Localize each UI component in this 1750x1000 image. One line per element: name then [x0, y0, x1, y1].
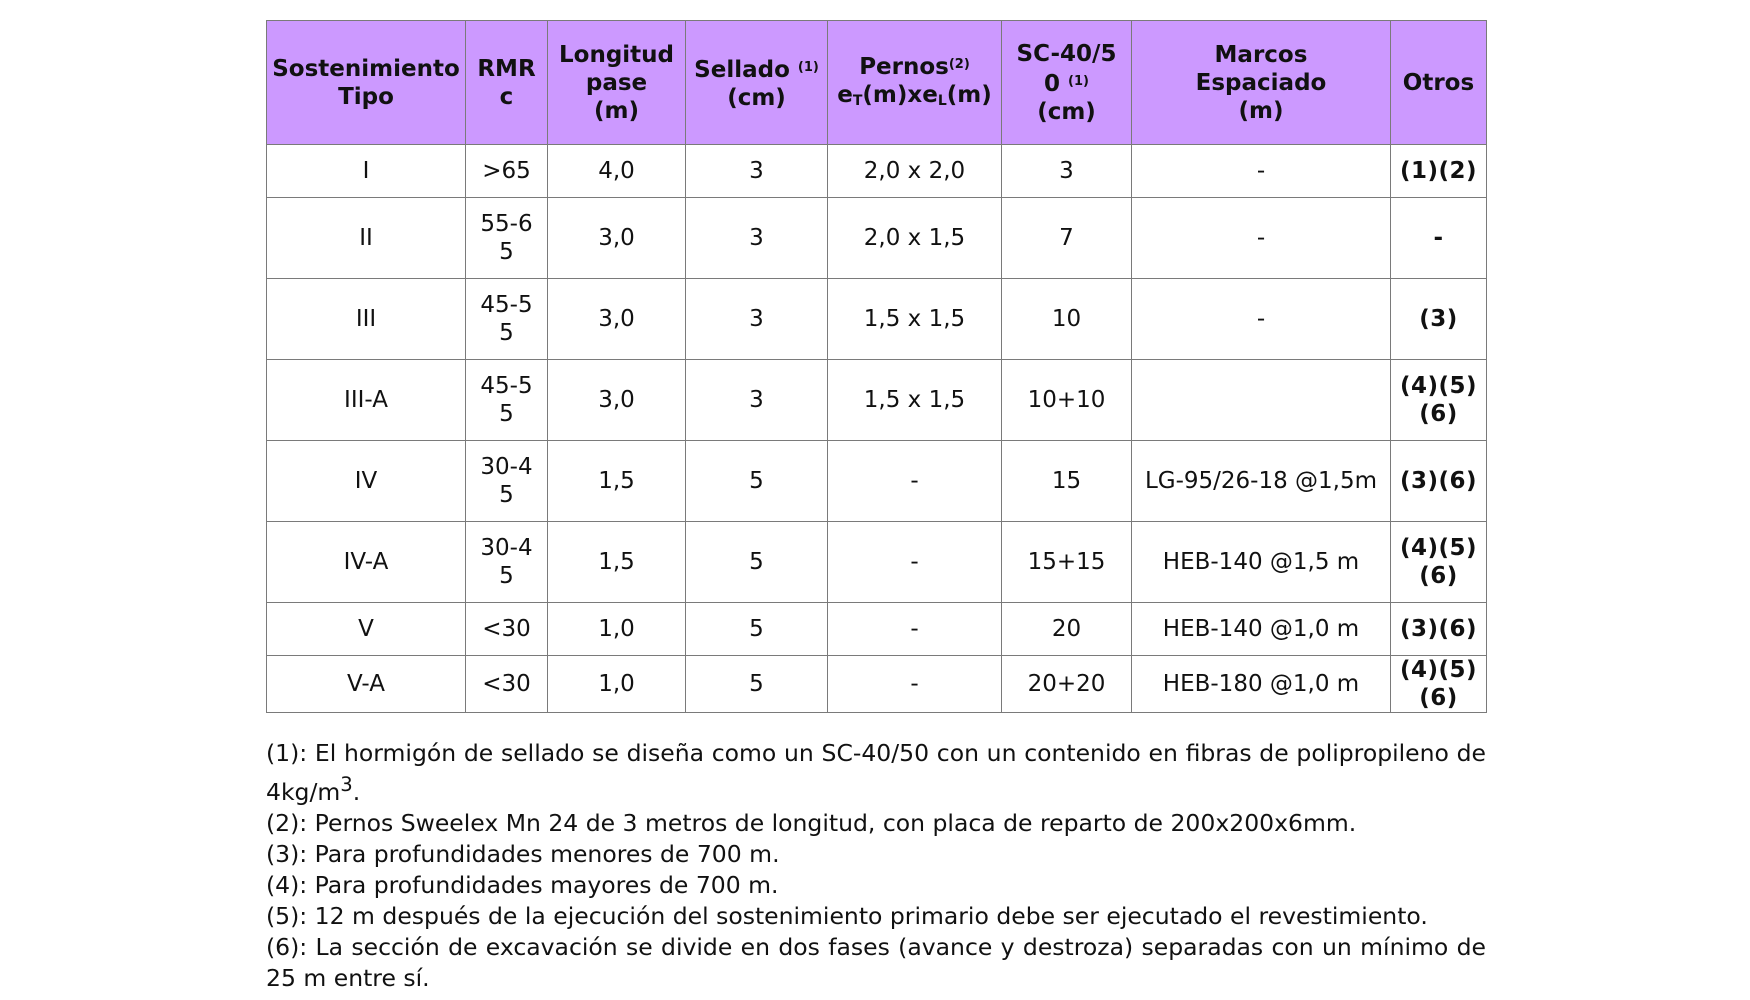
- footnote-5: (5): 12 m después de la ejecución del sostenimiento primario debe ser ejecutado el revestimiento.: [266, 901, 1428, 930]
- cell-longitud: 3,0: [548, 360, 686, 441]
- cell-rmr: 30-4 5: [466, 441, 548, 522]
- cell-sellado: 3: [686, 198, 828, 279]
- cell-sc: 7: [1002, 198, 1132, 279]
- cell-tipo: III: [267, 279, 466, 360]
- cell-sc: 3: [1002, 145, 1132, 198]
- cell-pernos: -: [828, 441, 1002, 522]
- header-sc: SC-40/5 0 $^{(1)}$ (cm): [1002, 21, 1132, 145]
- footnote-2: (2): Pernos Sweelex Mn 24 de 3 metros de longitud, con placa de reparto de 200x200x6mm.: [266, 808, 1357, 837]
- footnote-4: (4): Para profundidades mayores de 700 m.: [266, 870, 779, 899]
- cell-tipo: IV-A: [267, 522, 466, 603]
- table-row: [267, 360, 1487, 441]
- cell-pernos: 2,0 x 2,0: [828, 145, 1002, 198]
- cell-longitud: 1,0: [548, 603, 686, 656]
- cell-otros: (1)(2): [1391, 145, 1487, 198]
- cell-sellado: 5: [686, 522, 828, 603]
- cell-sc: 20+20: [1002, 656, 1132, 713]
- cell-pernos: 1,5 x 1,5: [828, 360, 1002, 441]
- cell-sellado: 5: [686, 656, 828, 713]
- header-longitud: Longitud pase (m): [548, 21, 686, 145]
- table-row: [267, 441, 1487, 522]
- cell-pernos: -: [828, 522, 1002, 603]
- cell-sc: 10: [1002, 279, 1132, 360]
- footnote-1: (1): El hormigón de sellado se diseña como un SC-40/50 con un contenido en fibras de polipropileno de $4kg/m^3$.: [266, 739, 1486, 806]
- cell-marcos: HEB-140 @1,5 m: [1132, 522, 1391, 603]
- cell-marcos: -: [1132, 198, 1391, 279]
- cell-tipo: V-A: [267, 656, 466, 713]
- cell-rmr: 55-6 5: [466, 198, 548, 279]
- table-row: [267, 603, 1487, 656]
- cell-longitud: 4,0: [548, 145, 686, 198]
- cell-sellado: 3: [686, 279, 828, 360]
- cell-marcos: LG-95/26-18 @1,5m: [1132, 441, 1391, 522]
- cell-pernos: 1,5 x 1,5: [828, 279, 1002, 360]
- cell-sellado: 3: [686, 145, 828, 198]
- header-otros: Otros: [1391, 21, 1487, 145]
- cell-tipo: III-A: [267, 360, 466, 441]
- footnote-3: (3): Para profundidades menores de 700 m.: [266, 839, 780, 868]
- table-row: [267, 198, 1487, 279]
- cell-otros: (3)(6): [1391, 603, 1487, 656]
- cell-marcos: -: [1132, 279, 1391, 360]
- cell-otros: (4)(5)(6): [1391, 360, 1487, 441]
- cell-otros: (3)(6): [1391, 441, 1487, 522]
- cell-rmr: >65: [466, 145, 548, 198]
- table-row: [267, 522, 1487, 603]
- cell-rmr: <30: [466, 656, 548, 713]
- header-pernos: Pernos$^{(2)}$ $e_T(m)xe_L(m)$: [828, 21, 1002, 145]
- cell-marcos: [1132, 360, 1391, 441]
- header-sellado: Sellado $^{(1)}$ (cm): [686, 21, 828, 145]
- cell-rmr: 45-5 5: [466, 360, 548, 441]
- cell-longitud: 1,0: [548, 656, 686, 713]
- cell-sellado: 3: [686, 360, 828, 441]
- cell-sc: 20: [1002, 603, 1132, 656]
- header-tipo: Sostenimiento Tipo: [267, 21, 466, 145]
- cell-sc: 10+10: [1002, 360, 1132, 441]
- table-row: [267, 279, 1487, 360]
- cell-otros: (4)(5)(6): [1391, 656, 1487, 713]
- header-rmr: RMR c: [466, 21, 548, 145]
- cell-longitud: 1,5: [548, 441, 686, 522]
- cell-rmr: <30: [466, 603, 548, 656]
- cell-otros: -: [1391, 198, 1487, 279]
- support-table: [266, 20, 1487, 713]
- header-marcos: Marcos Espaciado (m): [1132, 21, 1391, 145]
- cell-marcos: HEB-180 @1,0 m: [1132, 656, 1391, 713]
- cell-longitud: 1,5: [548, 522, 686, 603]
- cell-sellado: 5: [686, 441, 828, 522]
- cell-rmr: 30-4 5: [466, 522, 548, 603]
- cell-marcos: -: [1132, 145, 1391, 198]
- cell-otros: (4)(5)(6): [1391, 522, 1487, 603]
- table-row: [267, 656, 1487, 713]
- table-row: [267, 145, 1487, 198]
- footnotes: [266, 738, 1486, 994]
- cell-rmr: 45-5 5: [466, 279, 548, 360]
- cell-longitud: 3,0: [548, 279, 686, 360]
- cell-sellado: 5: [686, 603, 828, 656]
- cell-tipo: II: [267, 198, 466, 279]
- cell-sc: 15: [1002, 441, 1132, 522]
- cell-sc: 15+15: [1002, 522, 1132, 603]
- cell-tipo: IV: [267, 441, 466, 522]
- footnote-6: (6): La sección de excavación se divide en dos fases (avance y destroza) separadas con un mínimo de 25 m entre sí.: [266, 932, 1486, 992]
- header-row: [267, 21, 1487, 145]
- cell-pernos: 2,0 x 1,5: [828, 198, 1002, 279]
- cell-marcos: HEB-140 @1,0 m: [1132, 603, 1391, 656]
- cell-otros: (3): [1391, 279, 1487, 360]
- cell-tipo: I: [267, 145, 466, 198]
- cell-pernos: -: [828, 603, 1002, 656]
- cell-longitud: 3,0: [548, 198, 686, 279]
- cell-tipo: V: [267, 603, 466, 656]
- cell-pernos: -: [828, 656, 1002, 713]
